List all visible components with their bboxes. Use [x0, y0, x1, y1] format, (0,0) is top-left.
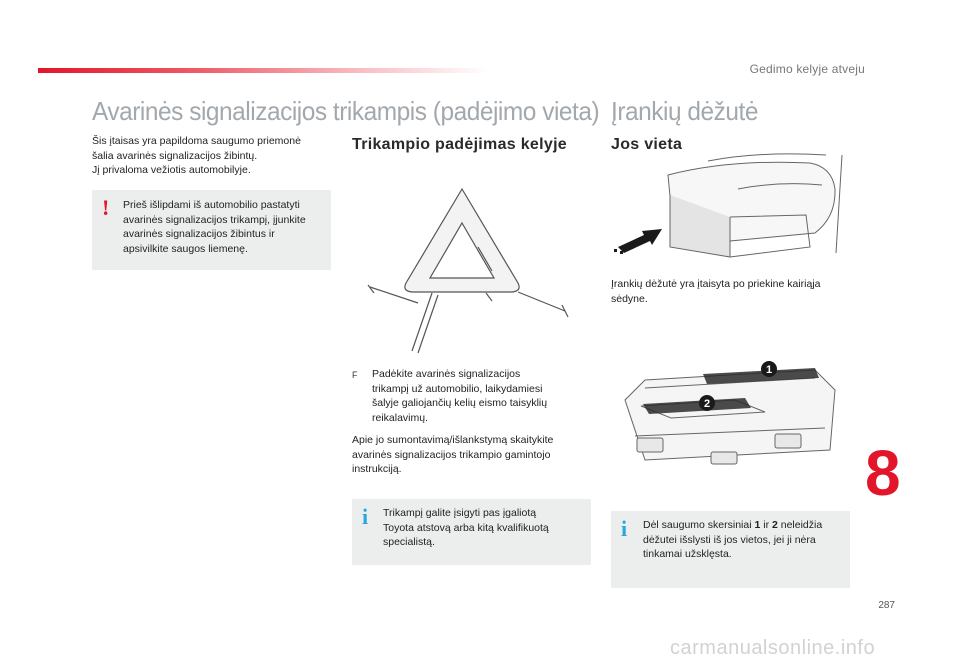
header-accent-bar: [38, 68, 488, 73]
warning-box: [92, 190, 331, 270]
placement-instruction: F Padėkite avarinės signalizacijos trikampį už automobilio, laikydamiesi šalyje galiojančių kelių eismo taisyklių reikalavimų.: [352, 368, 548, 424]
info-box-purchase: [352, 499, 591, 565]
bullet-arrow-icon: F: [352, 370, 358, 380]
page-title: Avarinės signalizacijos trikampis (padėjimo vieta): [92, 96, 600, 126]
location-subtitle: Jos vieta: [611, 136, 683, 153]
callout-1: 1: [765, 364, 773, 376]
warning-icon: !: [102, 195, 110, 220]
toolbox-crossbars-illustration: [615, 360, 847, 470]
warning-text: Prieš išlipdami iš automobilio pastatyti avarinės signalizacijos trikampį, įjunkite avarinės signalizacijos žibintus ir apsivilkite saugos liemenę.: [123, 199, 306, 255]
intro-text: Šis įtaisas yra papildoma saugumo priemonė šalia avarinės signalizacijos žibintų. Jį privaloma vežiotis automobilyje.: [92, 135, 301, 176]
toolbox-title: Įrankių dėžutė: [611, 96, 758, 126]
warning-triangle-illustration: [360, 175, 580, 360]
section-header-title: Gedimo kelyje atveju: [749, 62, 865, 76]
toolbox-location-text: Įrankių dėžutė yra įtaisyta po priekine kairiąja sėdyne.: [611, 278, 821, 305]
seat-toolbox-illustration: [610, 155, 850, 265]
info-box-crossbars: [611, 511, 850, 588]
chapter-number: 8: [865, 437, 901, 509]
manufacturer-instructions-text: Apie jo sumontavimą/išlankstymą skaitykite avarinės signalizacijos trikampio gamintojo instrukciją.: [352, 434, 554, 475]
info-icon: i: [621, 516, 628, 541]
info-icon: i: [362, 504, 369, 529]
callout-2: 2: [703, 398, 711, 410]
crossbars-info-text: Dėl saugumo skersiniai 1 ir 2 neleidžia dėžutei išslysti iš jos vietos, jei ji nėra tinkamai užsklęsta.: [643, 519, 823, 560]
triangle-subtitle: Trikampio padėjimas kelyje: [352, 136, 568, 153]
page-number: 287: [878, 600, 895, 611]
watermark: carmanualsonline.info: [670, 637, 876, 659]
purchase-info-text: Trikampį galite įsigyti pas įgaliotą Toyota atstovą arba kitą kvalifikuotą specialistą.: [383, 507, 549, 548]
